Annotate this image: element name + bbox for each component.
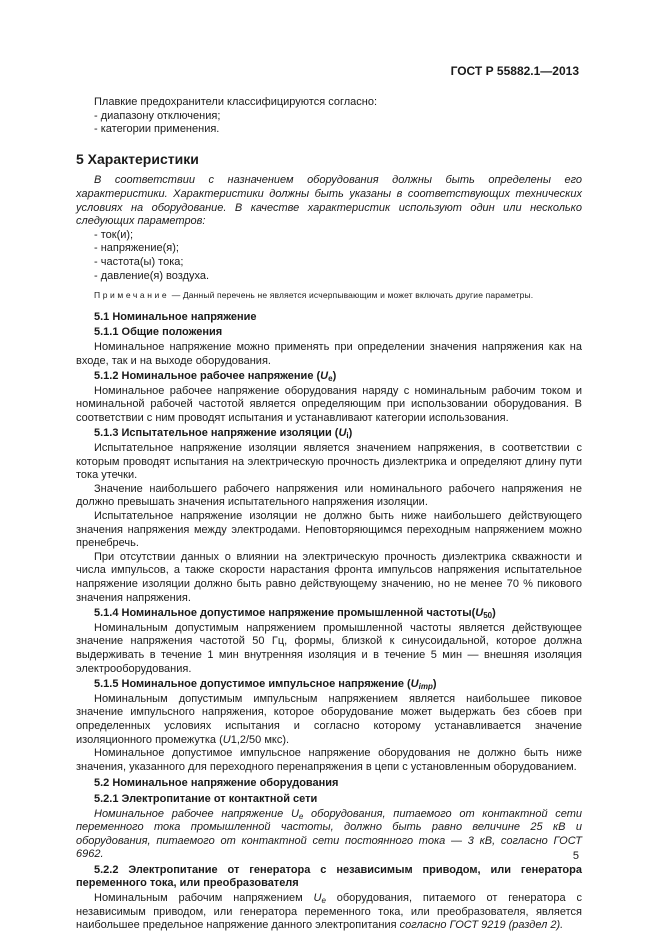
paragraph: Испытательное напряжение изоляции является значением напряжения, в соответствии с которым проводят испытания на электрическую прочность диэлектрика и определяют длину пути тока утечки. bbox=[76, 442, 582, 482]
list-item: - диапазону отключения; bbox=[94, 109, 221, 122]
note bbox=[76, 289, 582, 303]
section-5-1-2-heading: 5.1.2 Номинальное рабочее напряжение $(U_e)$ bbox=[94, 370, 337, 384]
page-number: 5 bbox=[572, 850, 579, 862]
paragraph: Номинальное напряжение можно применять при определении значения напряжения как на входе, так и на выходе оборудования. bbox=[76, 340, 582, 367]
paragraph: Номинальное допустимое импульсное напряжение оборудования не должно быть ниже значения, указанного для переходного перенапряжения в цепи с установленным оборудованием. bbox=[76, 747, 582, 773]
section-5-2-heading: 5.2 Номинальное напряжение оборудования bbox=[94, 777, 339, 790]
list-item: - частота(ы) тока; bbox=[94, 255, 184, 268]
section-5-intro: В соответствии с назначением оборудования должны быть определены его характеристики. Характеристики должны быть указаны в соответствующих технических условиях на оборудование. В качестве характеристик используют один или несколько следующих параметров: bbox=[76, 174, 582, 228]
list-item: - напряжение(я); bbox=[94, 242, 179, 255]
list-item: - категории применения. bbox=[94, 123, 220, 136]
standard-code-header: ГОСТ Р 55882.1—2013 bbox=[450, 64, 579, 78]
section-5-1-3-heading: 5.1.3 Испытательное напряжение изоляции $(U_i)$ bbox=[94, 427, 353, 441]
paragraph: Номинальное рабочее напряжение оборудования наряду с номинальным рабочим током и номинальной рабочей частотой является определяющим при использовании оборудования. В соответствии с ним проводят испытания и устанавливают категории использования. bbox=[76, 384, 582, 424]
list-item: - ток(и); bbox=[94, 228, 134, 241]
document-body bbox=[76, 96, 582, 933]
section-5-2-2-heading: 5.2.2 Электропитание от генератора с независимым приводом, или генератора переменного тока, или преобразователя bbox=[76, 863, 582, 890]
note-text: — Данный перечень не является исчерпывающим и может включать другие параметры. bbox=[169, 290, 534, 301]
paragraph: Номинальным рабочим напряжением $U_e$ оборудования, питаемого от генератора с независимым приводом, или генератора переменного тока, или преобразователя, является наибольшее предельное напряжение данного электропитания согласно ГОСТ 9219 (раздел 2). bbox=[76, 892, 582, 932]
fuse-classification-lead: Плавкие предохранители классифицируются согласно: bbox=[94, 96, 378, 108]
section-5-heading: 5 Характеристики bbox=[76, 150, 199, 167]
note-label: Примечание bbox=[94, 290, 170, 301]
paragraph: Испытательное напряжение изоляции не должно быть ниже наибольшего действующего значения напряжения между электродами. Неповторяющимся переходным напряжением можно пренебречь. bbox=[76, 510, 582, 550]
paragraph: Номинальное рабочее напряжение $U_e$ оборудования, питаемого от контактной сети переменного тока промышленной частоты, должно быть равно величине 25 кВ и оборудования, питаемого от контактной сети постоянного тока — 3 кВ, согласно ГОСТ 6962. bbox=[76, 807, 582, 861]
section-5-2-1-heading: 5.2.1 Электропитание от контактной сети bbox=[94, 792, 318, 805]
paragraph: При отсутствии данных о влиянии на электрическую прочность диэлектрика скважности и числа импульсов, а также скорости нарастания фронта импульсов напряжения испытательное напряжение изоляции должно быть равно действующему значению, но не менее 70 % пикового значения напряжения. bbox=[76, 550, 582, 604]
paragraph: Номинальным допустимым импульсным напряжением является наибольшее пиковое значение импульсного напряжения, которое оборудование может выдержать без сбоев при определенных условиях испытания и согласно которому устанавливается значение изоляционного промежутка (U1,2/50 мкс). bbox=[76, 692, 582, 746]
list-item: - давление(я) воздуха. bbox=[94, 269, 210, 282]
section-5-1-5-heading: 5.1.5 Номинальное допустимое импульсное напряжение $(U_{imp})$ bbox=[94, 678, 437, 692]
paragraph: Номинальным допустимым напряжением промышленной частоты является действующее значение напряжения частотой 50 Гц, формы, близкой к синусоидальной, которое должна выдерживать в течение 1 мин внутренняя изоляция и в течение 5 мин — внешняя изоляция электрооборудования. bbox=[76, 621, 582, 675]
paragraph: Значение наибольшего рабочего напряжения или номинального рабочего напряжения не должно превышать значения испытательного напряжения изоляции. bbox=[76, 482, 582, 509]
section-5-1-1-heading: 5.1.1 Общие положения bbox=[94, 326, 223, 339]
section-5-1-heading: 5.1 Номинальное напряжение bbox=[94, 310, 257, 323]
section-5-1-4-heading: 5.1.4 Номинальное допустимое напряжение промышленной $частоты(U_{50})$ bbox=[94, 607, 496, 621]
